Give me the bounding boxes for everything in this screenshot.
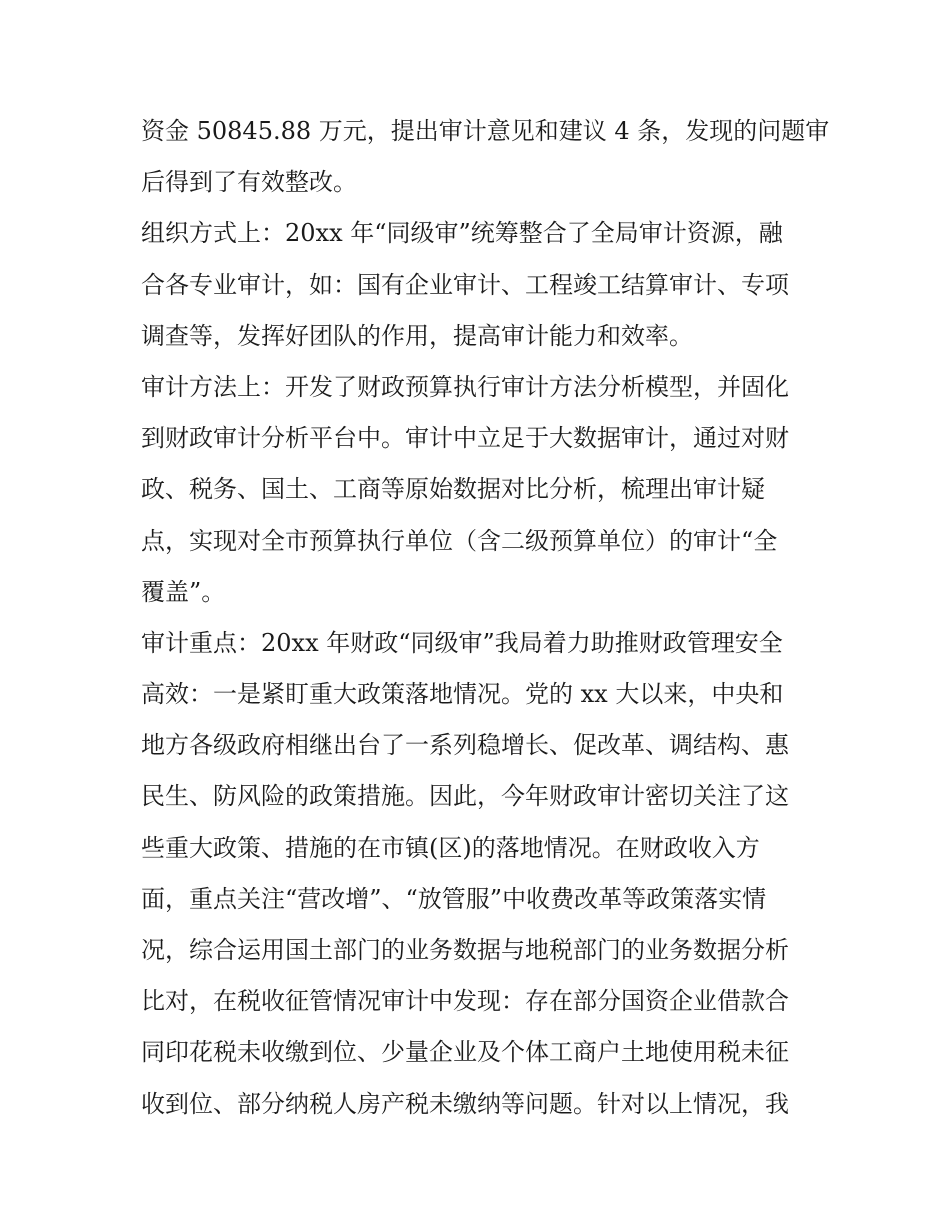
text-line: 合各专业审计，如：国有企业审计、工程竣工结算审计、专项 <box>141 270 789 299</box>
body-text <box>141 106 830 1130</box>
text-line: 政、税务、国土、工商等原始数据对比分析，梳理出审计疑 <box>141 475 765 504</box>
text-line: 组织方式上：20xx 年“同级审”统筹整合了全局审计资源，融 <box>141 219 783 248</box>
text-line: 地方各级政府相继出台了一系列稳增长、促改革、调结构、惠 <box>141 731 789 760</box>
text-line: 后得到了有效整改。 <box>141 168 357 197</box>
text-line: 民生、防风险的政策措施。因此，今年财政审计密切关注了这 <box>141 782 789 811</box>
text-line: 点，实现对全市预算执行单位（含二级预算单位）的审计“全 <box>141 526 778 555</box>
text-line: 到财政审计分析平台中。审计中立足于大数据审计，通过对财 <box>141 424 789 453</box>
text-line: 些重大政策、措施的在市镇(区)的落地情况。在财政收入方 <box>141 833 760 862</box>
text-line: 比对，在税收征管情况审计中发现：存在部分国资企业借款合 <box>141 987 789 1016</box>
text-line: 调查等，发挥好团队的作用，提高审计能力和效率。 <box>141 321 693 350</box>
text-line: 覆盖”。 <box>141 577 226 606</box>
text-line: 审计重点：20xx 年财政“同级审”我局着力助推财政管理安全 <box>141 628 783 657</box>
text-line: 审计方法上：开发了财政预算执行审计方法分析模型，并固化 <box>141 372 789 401</box>
text-line: 高效：一是紧盯重大政策落地情况。党的 xx 大以来，中央和 <box>141 680 784 709</box>
text-line: 面，重点关注“营改增”、“放管服”中收费改革等政策落实情 <box>141 884 767 913</box>
text-line: 资金 50845.88 万元，提出审计意见和建议 4 条，发现的问题审 <box>141 117 830 145</box>
text-line: 况，综合运用国土部门的业务数据与地税部门的业务数据分析 <box>141 936 789 964</box>
text-line: 同印花税未收缴到位、少量企业及个体工商户土地使用税未征 <box>141 1038 789 1067</box>
text-line: 收到位、部分纳税人房产税未缴纳等问题。针对以上情况，我 <box>141 1089 789 1118</box>
